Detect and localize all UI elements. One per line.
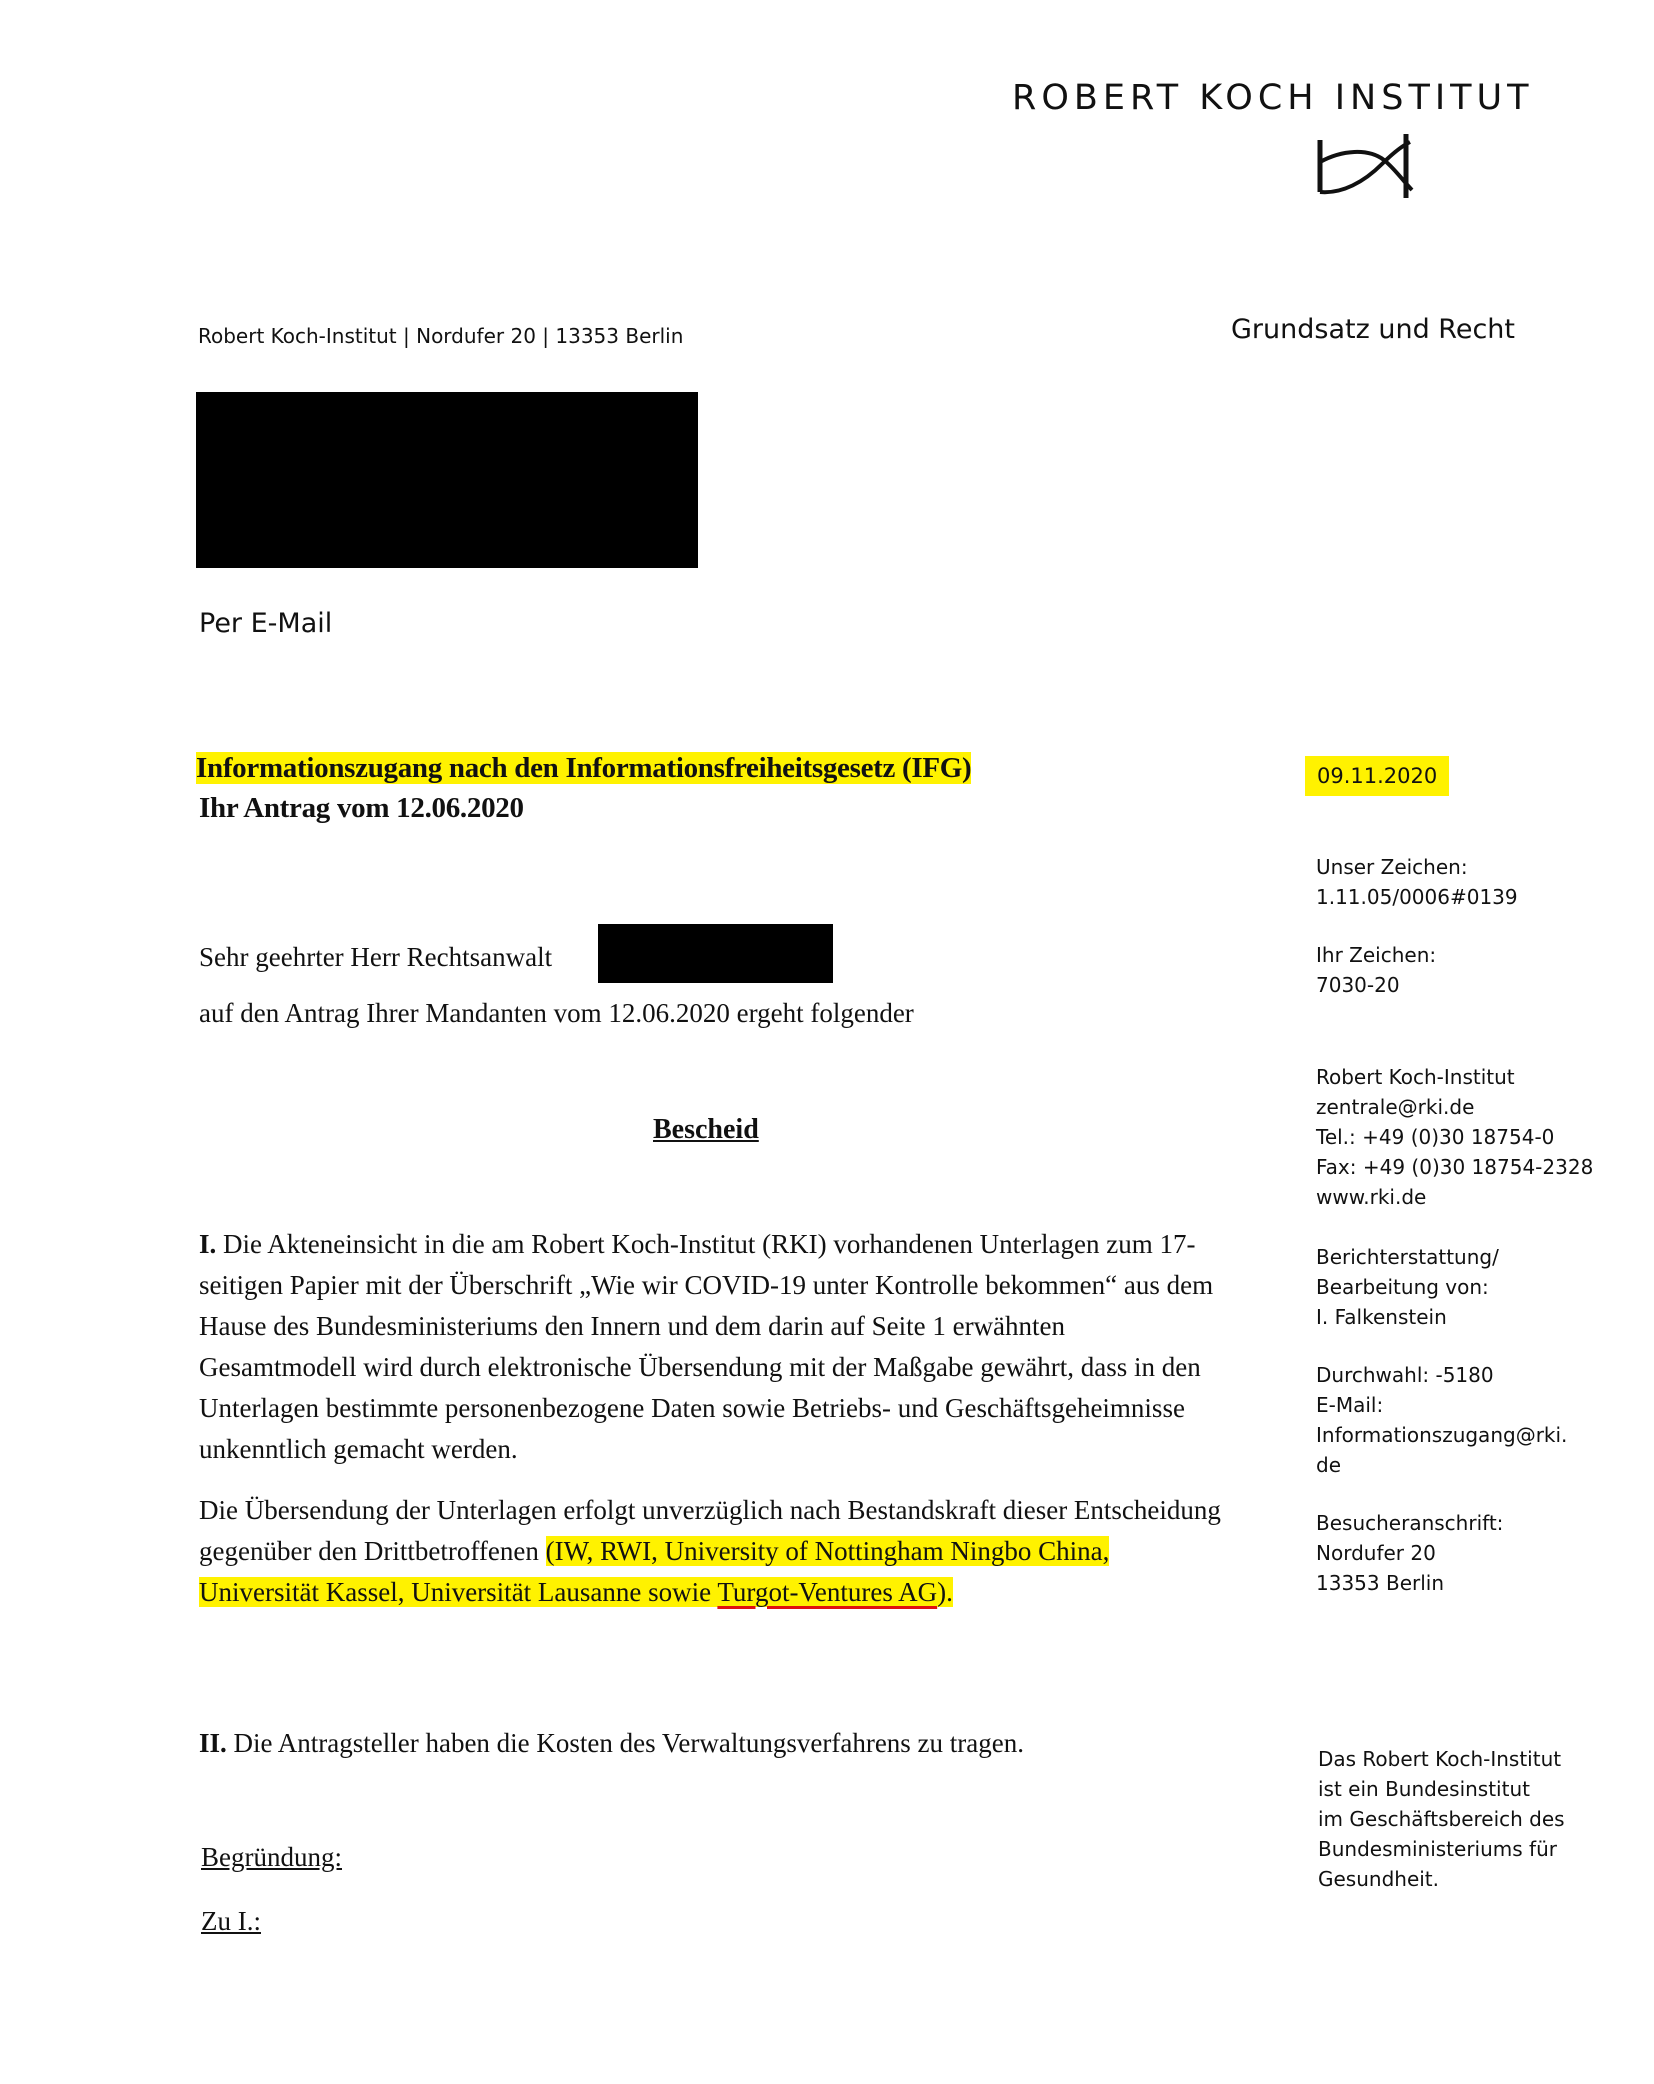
delivery-method: Per E-Mail (199, 608, 333, 639)
sidebar-handler (1316, 1242, 1499, 1332)
reasons-heading: Begründung: (201, 1842, 342, 1872)
sender-address-line: Robert Koch-Institut | Nordufer 20 | 13353 Berlin (198, 324, 684, 348)
intro-sentence: auf den Antrag Ihrer Mandanten vom 12.06.2020 ergeht folgender (199, 998, 914, 1028)
redacted-lawyer-name (598, 924, 833, 983)
subject-line: Informationszugang nach den Informationsfreiheitsgesetz (IFG) (196, 752, 972, 784)
handler-name: I. Falkenstein (1316, 1305, 1447, 1329)
organization-name: ROBERT KOCH INSTITUT (1012, 78, 1534, 118)
highlighted-closing: ). (937, 1577, 953, 1607)
our-ref-label: Unser Zeichen: (1316, 855, 1468, 879)
sidebar-footer (1318, 1744, 1565, 1894)
our-ref-value: 1.11.05/0006#0139 (1316, 885, 1518, 909)
decision-heading: Bescheid (653, 1114, 759, 1145)
decision-paragraph-2 (199, 1728, 1024, 1759)
subject-reference: Ihr Antrag vom 12.06.2020 (199, 792, 524, 824)
footer-line-2: ist ein Bundesinstitut (1318, 1777, 1530, 1801)
extension: Durchwahl: -5180 (1316, 1363, 1494, 1387)
your-ref-label: Ihr Zeichen: (1316, 943, 1437, 967)
handler-label-1: Berichterstattung/ (1316, 1245, 1499, 1269)
paragraph-2-text: Die Antragsteller haben die Kosten des Verwaltungsverfahrens zu tragen. (233, 1728, 1025, 1758)
visitor-street: Nordufer 20 (1316, 1541, 1436, 1565)
footer-line-1: Das Robert Koch-Institut (1318, 1747, 1562, 1771)
handler-label-2: Bearbeitung von: (1316, 1275, 1489, 1299)
your-ref-value: 7030-20 (1316, 973, 1400, 997)
visitor-city: 13353 Berlin (1316, 1571, 1445, 1595)
decision-paragraph-1b (199, 1490, 1224, 1613)
footer-line-4: Bundesministeriums für (1318, 1837, 1557, 1861)
salutation: Sehr geehrter Herr Rechtsanwalt (199, 942, 553, 972)
visitor-label: Besucheranschrift: (1316, 1511, 1504, 1535)
footer-line-3: im Geschäftsbereich des (1318, 1807, 1565, 1831)
contact-web: www.rki.de (1316, 1185, 1427, 1209)
email-label: E-Mail: (1316, 1393, 1384, 1417)
redacted-recipient-address (196, 392, 698, 568)
paragraph-1-number: I. (199, 1229, 217, 1259)
contact-tel: Tel.: +49 (0)30 18754-0 (1316, 1125, 1555, 1149)
paragraph-1b-text: Die Übersendung der Unterlagen erfolgt unverzüglich nach Bestandskraft dieser Entscheidung gegenüber den Drittbetroffenen (199, 1495, 1221, 1566)
highlighted-third-parties: (IW, RWI, University of Nottingham Ningbo China, Universität Kassel, Universität Lausanne sowie (199, 1536, 1110, 1607)
sidebar-our-reference (1316, 852, 1518, 912)
letter-date: 09.11.2020 (1305, 756, 1449, 796)
sidebar-direct-contact (1316, 1360, 1567, 1480)
rki-logo-icon (1312, 128, 1418, 204)
paragraph-1-text: Die Akteneinsicht in die am Robert Koch-Institut (RKI) vorhandenen Unterlagen zum 17-seitigen Papier mit der Überschrift „Wie wir COVID-19 unter Kontrolle bekommen“ aus dem Hause des Bundesministeriums den Innern und dem darin auf Seite 1 erwähnten Gesamtmodell wird durch elektronische Übersendung mit der Maßgabe gewährt, dass in den Unterlagen bestimmte personenbezogene Daten sowie Betriebs- und Geschäftsgeheimnisse unkenntlich gemacht werden. (199, 1229, 1214, 1464)
decision-paragraph-1 (199, 1224, 1224, 1470)
contact-email: zentrale@rki.de (1316, 1095, 1475, 1119)
highlighted-turgot-ventures: Turgot-Ventures AG (717, 1577, 938, 1607)
contact-name: Robert Koch-Institut (1316, 1065, 1515, 1089)
department-name: Grundsatz und Recht (1231, 314, 1515, 345)
contact-fax: Fax: +49 (0)30 18754-2328 (1316, 1155, 1594, 1179)
paragraph-2-number: II. (199, 1728, 227, 1758)
email-line-1: Informationszugang@rki. (1316, 1423, 1568, 1447)
sidebar-visitor-address (1316, 1508, 1503, 1598)
footer-line-5: Gesundheit. (1318, 1867, 1440, 1891)
email-line-2: de (1316, 1453, 1341, 1477)
sidebar-contact (1316, 1062, 1593, 1212)
sidebar-your-reference (1316, 940, 1436, 1000)
reasons-subheading: Zu I.: (201, 1906, 261, 1936)
